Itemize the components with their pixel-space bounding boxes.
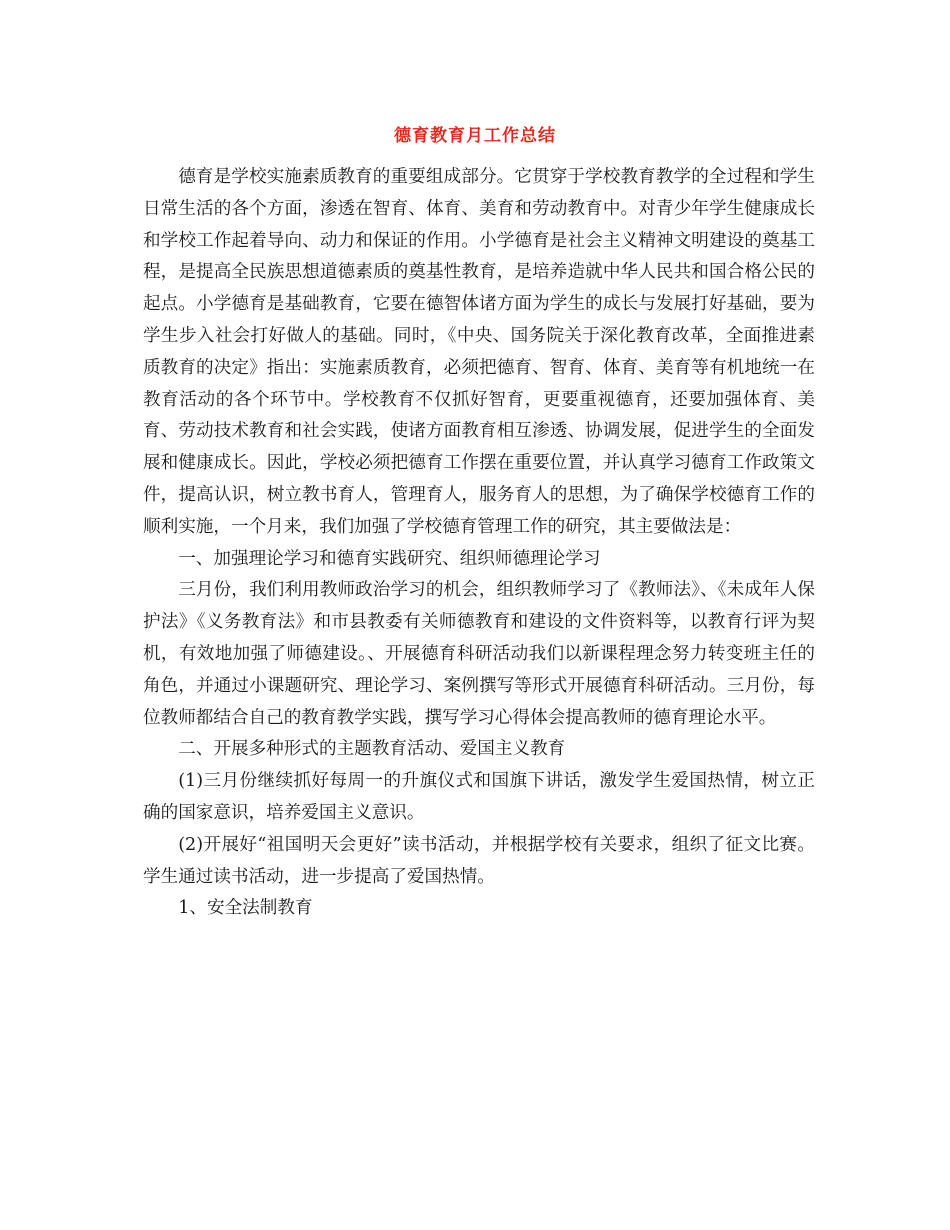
- section-heading-1: 一、加强理论学习和德育实践研究、组织师德理论学习: [178, 548, 601, 569]
- section-2-item-2: (2)开展好“祖国明天会更好”读书活动，并根据学校有关要求，组织了征文比赛。学生通过读书活动，进一步提高了爱国热情。: [143, 834, 815, 887]
- document-title: 德育教育月工作总结: [394, 126, 556, 146]
- intro-paragraph: 德育是学校实施素质教育的重要组成部分。它贯穿于学校教育教学的全过程和学生日常生活的各个方面，渗透在智育、体育、美育和劳动教育中。对青少年学生健康成长和学校工作起着导向、动力和保证的作用。小学德育是社会主义精神文明建设的奠基工程，是提高全民族思想道德素质的奠基性教育，是培养造就中华人民共和国合格公民的起点。小学德育是基础教育，它要在德智体诸方面为学生的成长与发展打好基础，要为学生步入社会打好做人的基础。同时，《中央、国务院关于深化教育改革，全面推进素质教育的决定》指出：实施素质教育，必须把德育、智育、体育、美育等有机地统一在教育活动的各个环节中。学校教育不仅抓好智育，更要重视德育，还要加强体育、美育、劳动技术教育和社会实践，使诸方面教育相互渗透、协调发展，促进学生的全面发展和健康成长。因此，学校必须把德育工作摆在重要位置，并认真学习德育工作政策文件，提高认识，树立教书育人，管理育人，服务育人的思想，为了确保学校德育工作的顺利实施，一个月来，我们加强了学校德育管理工作的研究，其主要做法是：: [143, 167, 815, 537]
- section-heading-2: 二、开展多种形式的主题教育活动、爱国主义教育: [178, 739, 566, 760]
- document-body: [143, 162, 815, 925]
- section-1-paragraph: 三月份，我们利用教师政治学习的机会，组织教师学习了《教师法》、《未成年人保护法》《义务教育法》和市县教委有关师德教育和建设的文件资料等，以教育行评为契机，有效地加强了师德建设。、开展德育科研活动我们以新课程理念努力转变班主任的角色，并通过小课题研究、理论学习、案例撰写等形式开展德育科研活动。三月份，每位教师都结合自己的教育教学实践，撰写学习心得体会提高教师的德育理论水平。: [143, 580, 815, 728]
- subsection-heading-safety: 1、安全法制教育: [178, 898, 313, 919]
- section-2-item-1: (1)三月份继续抓好每周一的升旗仪式和国旗下讲话，激发学生爱国热情，树立正确的国家意识，培养爱国主义意识。: [143, 771, 815, 823]
